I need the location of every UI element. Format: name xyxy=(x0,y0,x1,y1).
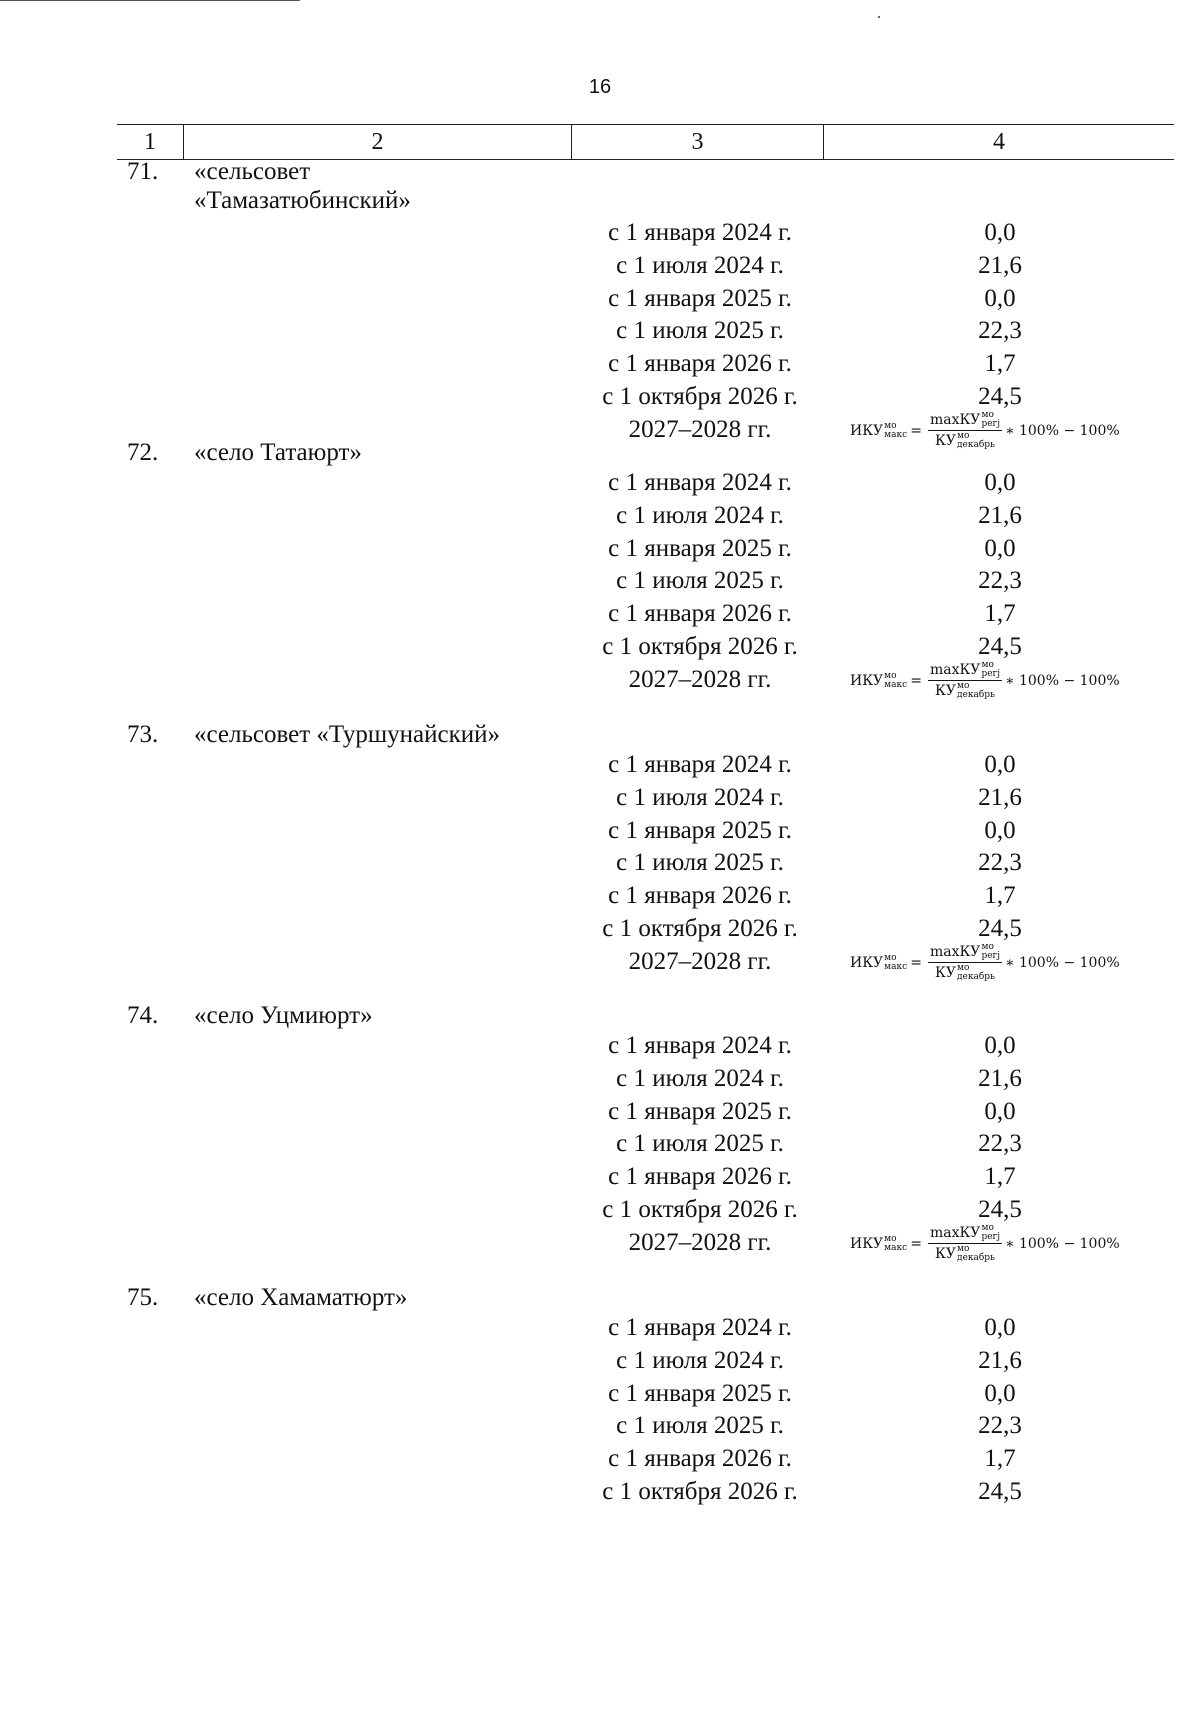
period-label: с 1 января 2026 г. xyxy=(608,600,792,628)
coefficient-value: 21,6 xyxy=(978,783,1022,811)
coefficient-value: 0,0 xyxy=(984,469,1016,496)
formula-lhs: ИКУ мо макс xyxy=(850,1233,908,1253)
page-number: 16 xyxy=(588,76,612,98)
index-formula xyxy=(850,656,1160,706)
formula-tail: ∗ 100% − 100% xyxy=(1005,1235,1120,1252)
formula-tail: ∗ 100% − 100% xyxy=(1005,954,1120,971)
period-label: с 1 октября 2026 г. xyxy=(602,1196,798,1223)
formula-tail: ∗ 100% − 100% xyxy=(1005,422,1120,439)
coefficient-value: 24,5 xyxy=(978,1196,1022,1223)
period-label: с 1 января 2024 г. xyxy=(608,751,792,778)
index-formula xyxy=(850,406,1160,456)
period-label: с 1 января 2024 г. xyxy=(608,219,792,246)
coefficient-value: 0,0 xyxy=(984,284,1016,312)
period-label: с 1 октября 2026 г. xyxy=(602,915,798,942)
period-label: с 1 января 2026 г. xyxy=(608,1163,792,1191)
formula-numerator: maxКУ мо регj xyxy=(929,1223,1001,1243)
period-label: с 1 января 2026 г. xyxy=(608,350,792,378)
period-label: с 1 января 2025 г. xyxy=(608,284,792,312)
coefficient-value: 0,0 xyxy=(984,1379,1016,1407)
coefficient-value: 24,5 xyxy=(978,1478,1022,1505)
period-label: с 1 января 2025 г. xyxy=(608,816,792,844)
formula-equals: = xyxy=(910,1235,922,1252)
period-label: 2027–2028 гг. xyxy=(628,415,772,443)
coefficient-value: 0,0 xyxy=(984,534,1016,562)
formula-fraction xyxy=(928,1224,1002,1263)
formula-lhs: ИКУ мо макс xyxy=(850,420,908,440)
coefficient-value: 24,5 xyxy=(978,383,1022,410)
period-label: 2027–2028 гг. xyxy=(628,1228,772,1256)
municipality-name: «Тамазатюбинский» xyxy=(194,187,411,214)
formula-numerator: maxКУ мо регj xyxy=(929,410,1001,430)
formula-fraction xyxy=(928,943,1002,982)
formula-equals: = xyxy=(910,954,922,971)
coefficient-value: 0,0 xyxy=(984,219,1016,246)
coefficient-value: 22,3 xyxy=(978,849,1022,877)
formula-lhs: ИКУ мо макс xyxy=(850,670,908,690)
header-col-4: 4 xyxy=(823,125,1174,159)
coefficient-value: 22,3 xyxy=(978,1412,1022,1440)
formula-equals: = xyxy=(910,422,922,439)
period-label: 2027–2028 гг. xyxy=(628,665,772,693)
row-number: 72. xyxy=(127,439,159,466)
period-label: с 1 января 2024 г. xyxy=(608,1314,792,1341)
index-formula xyxy=(850,1219,1160,1269)
period-label: с 1 января 2026 г. xyxy=(608,882,792,910)
header-col-1: 1 xyxy=(144,128,156,155)
row-number: 74. xyxy=(127,1002,159,1029)
municipality-name: «сельсовет «Туршунайский» xyxy=(194,721,501,748)
coefficient-value: 21,6 xyxy=(978,501,1022,529)
coefficient-value: 1,7 xyxy=(984,1163,1016,1191)
period-label: с 1 января 2024 г. xyxy=(608,469,792,496)
index-formula xyxy=(850,938,1160,988)
period-label: с 1 октября 2026 г. xyxy=(602,1478,798,1505)
period-label: с 1 июля 2024 г. xyxy=(616,1064,784,1092)
coefficient-value: 1,7 xyxy=(984,350,1016,378)
period-label: с 1 октября 2026 г. xyxy=(602,383,798,410)
coefficient-value: 1,7 xyxy=(984,600,1016,628)
coefficient-value: 21,6 xyxy=(978,1064,1022,1092)
coefficient-value: 0,0 xyxy=(984,1097,1016,1125)
period-label: с 1 июля 2024 г. xyxy=(616,1346,784,1374)
period-label: с 1 июля 2024 г. xyxy=(616,501,784,529)
coefficient-value: 22,3 xyxy=(978,317,1022,345)
row-number: 71. xyxy=(127,158,159,185)
period-label: с 1 июля 2025 г. xyxy=(616,1412,784,1440)
municipality-name: «село Уцмиюрт» xyxy=(194,1002,373,1029)
period-label: с 1 июля 2024 г. xyxy=(616,251,784,279)
period-label: 2027–2028 гг. xyxy=(628,947,772,975)
coefficient-value: 0,0 xyxy=(984,751,1016,778)
period-label: с 1 января 2025 г. xyxy=(608,1379,792,1407)
period-label: с 1 января 2024 г. xyxy=(608,1032,792,1059)
formula-fraction xyxy=(928,661,1002,700)
municipality-name: «село Татаюрт» xyxy=(194,439,362,466)
coefficient-value: 24,5 xyxy=(978,915,1022,942)
coefficient-value: 0,0 xyxy=(984,1314,1016,1341)
coefficient-value: 24,5 xyxy=(978,633,1022,660)
period-label: с 1 июля 2025 г. xyxy=(616,849,784,877)
formula-lhs: ИКУ мо макс xyxy=(850,952,908,972)
coefficient-value: 21,6 xyxy=(978,251,1022,279)
header-col-3: 3 xyxy=(571,125,823,159)
coefficient-value: 22,3 xyxy=(978,567,1022,595)
period-label: с 1 января 2026 г. xyxy=(608,1445,792,1473)
formula-numerator: maxКУ мо регj xyxy=(929,942,1001,962)
row-number: 73. xyxy=(127,721,159,748)
coefficient-value: 0,0 xyxy=(984,816,1016,844)
formula-fraction xyxy=(928,411,1002,450)
period-label: с 1 июля 2024 г. xyxy=(616,783,784,811)
formula-denominator: КУ мо декабрь xyxy=(935,681,995,701)
coefficient-value: 22,3 xyxy=(978,1130,1022,1158)
period-label: с 1 июля 2025 г. xyxy=(616,567,784,595)
formula-tail: ∗ 100% − 100% xyxy=(1005,672,1120,689)
row-number: 75. xyxy=(127,1284,159,1311)
coefficient-value: 1,7 xyxy=(984,882,1016,910)
period-label: с 1 июля 2025 г. xyxy=(616,317,784,345)
coefficient-value: 1,7 xyxy=(984,1445,1016,1473)
period-label: с 1 января 2025 г. xyxy=(608,1097,792,1125)
formula-denominator: КУ мо декабрь xyxy=(935,431,995,451)
formula-numerator: maxКУ мо регj xyxy=(929,660,1001,680)
period-label: с 1 января 2025 г. xyxy=(608,534,792,562)
formula-equals: = xyxy=(910,672,922,689)
header-col-2: 2 xyxy=(183,125,571,159)
coefficient-value: 21,6 xyxy=(978,1346,1022,1374)
formula-denominator: КУ мо декабрь xyxy=(935,1244,995,1264)
coefficient-value: 0,0 xyxy=(984,1032,1016,1059)
period-label: с 1 октября 2026 г. xyxy=(602,633,798,660)
period-label: с 1 июля 2025 г. xyxy=(616,1130,784,1158)
municipality-name: «сельсовет xyxy=(194,158,311,185)
municipality-name: «село Хамаматюрт» xyxy=(194,1284,408,1311)
formula-denominator: КУ мо декабрь xyxy=(935,963,995,983)
